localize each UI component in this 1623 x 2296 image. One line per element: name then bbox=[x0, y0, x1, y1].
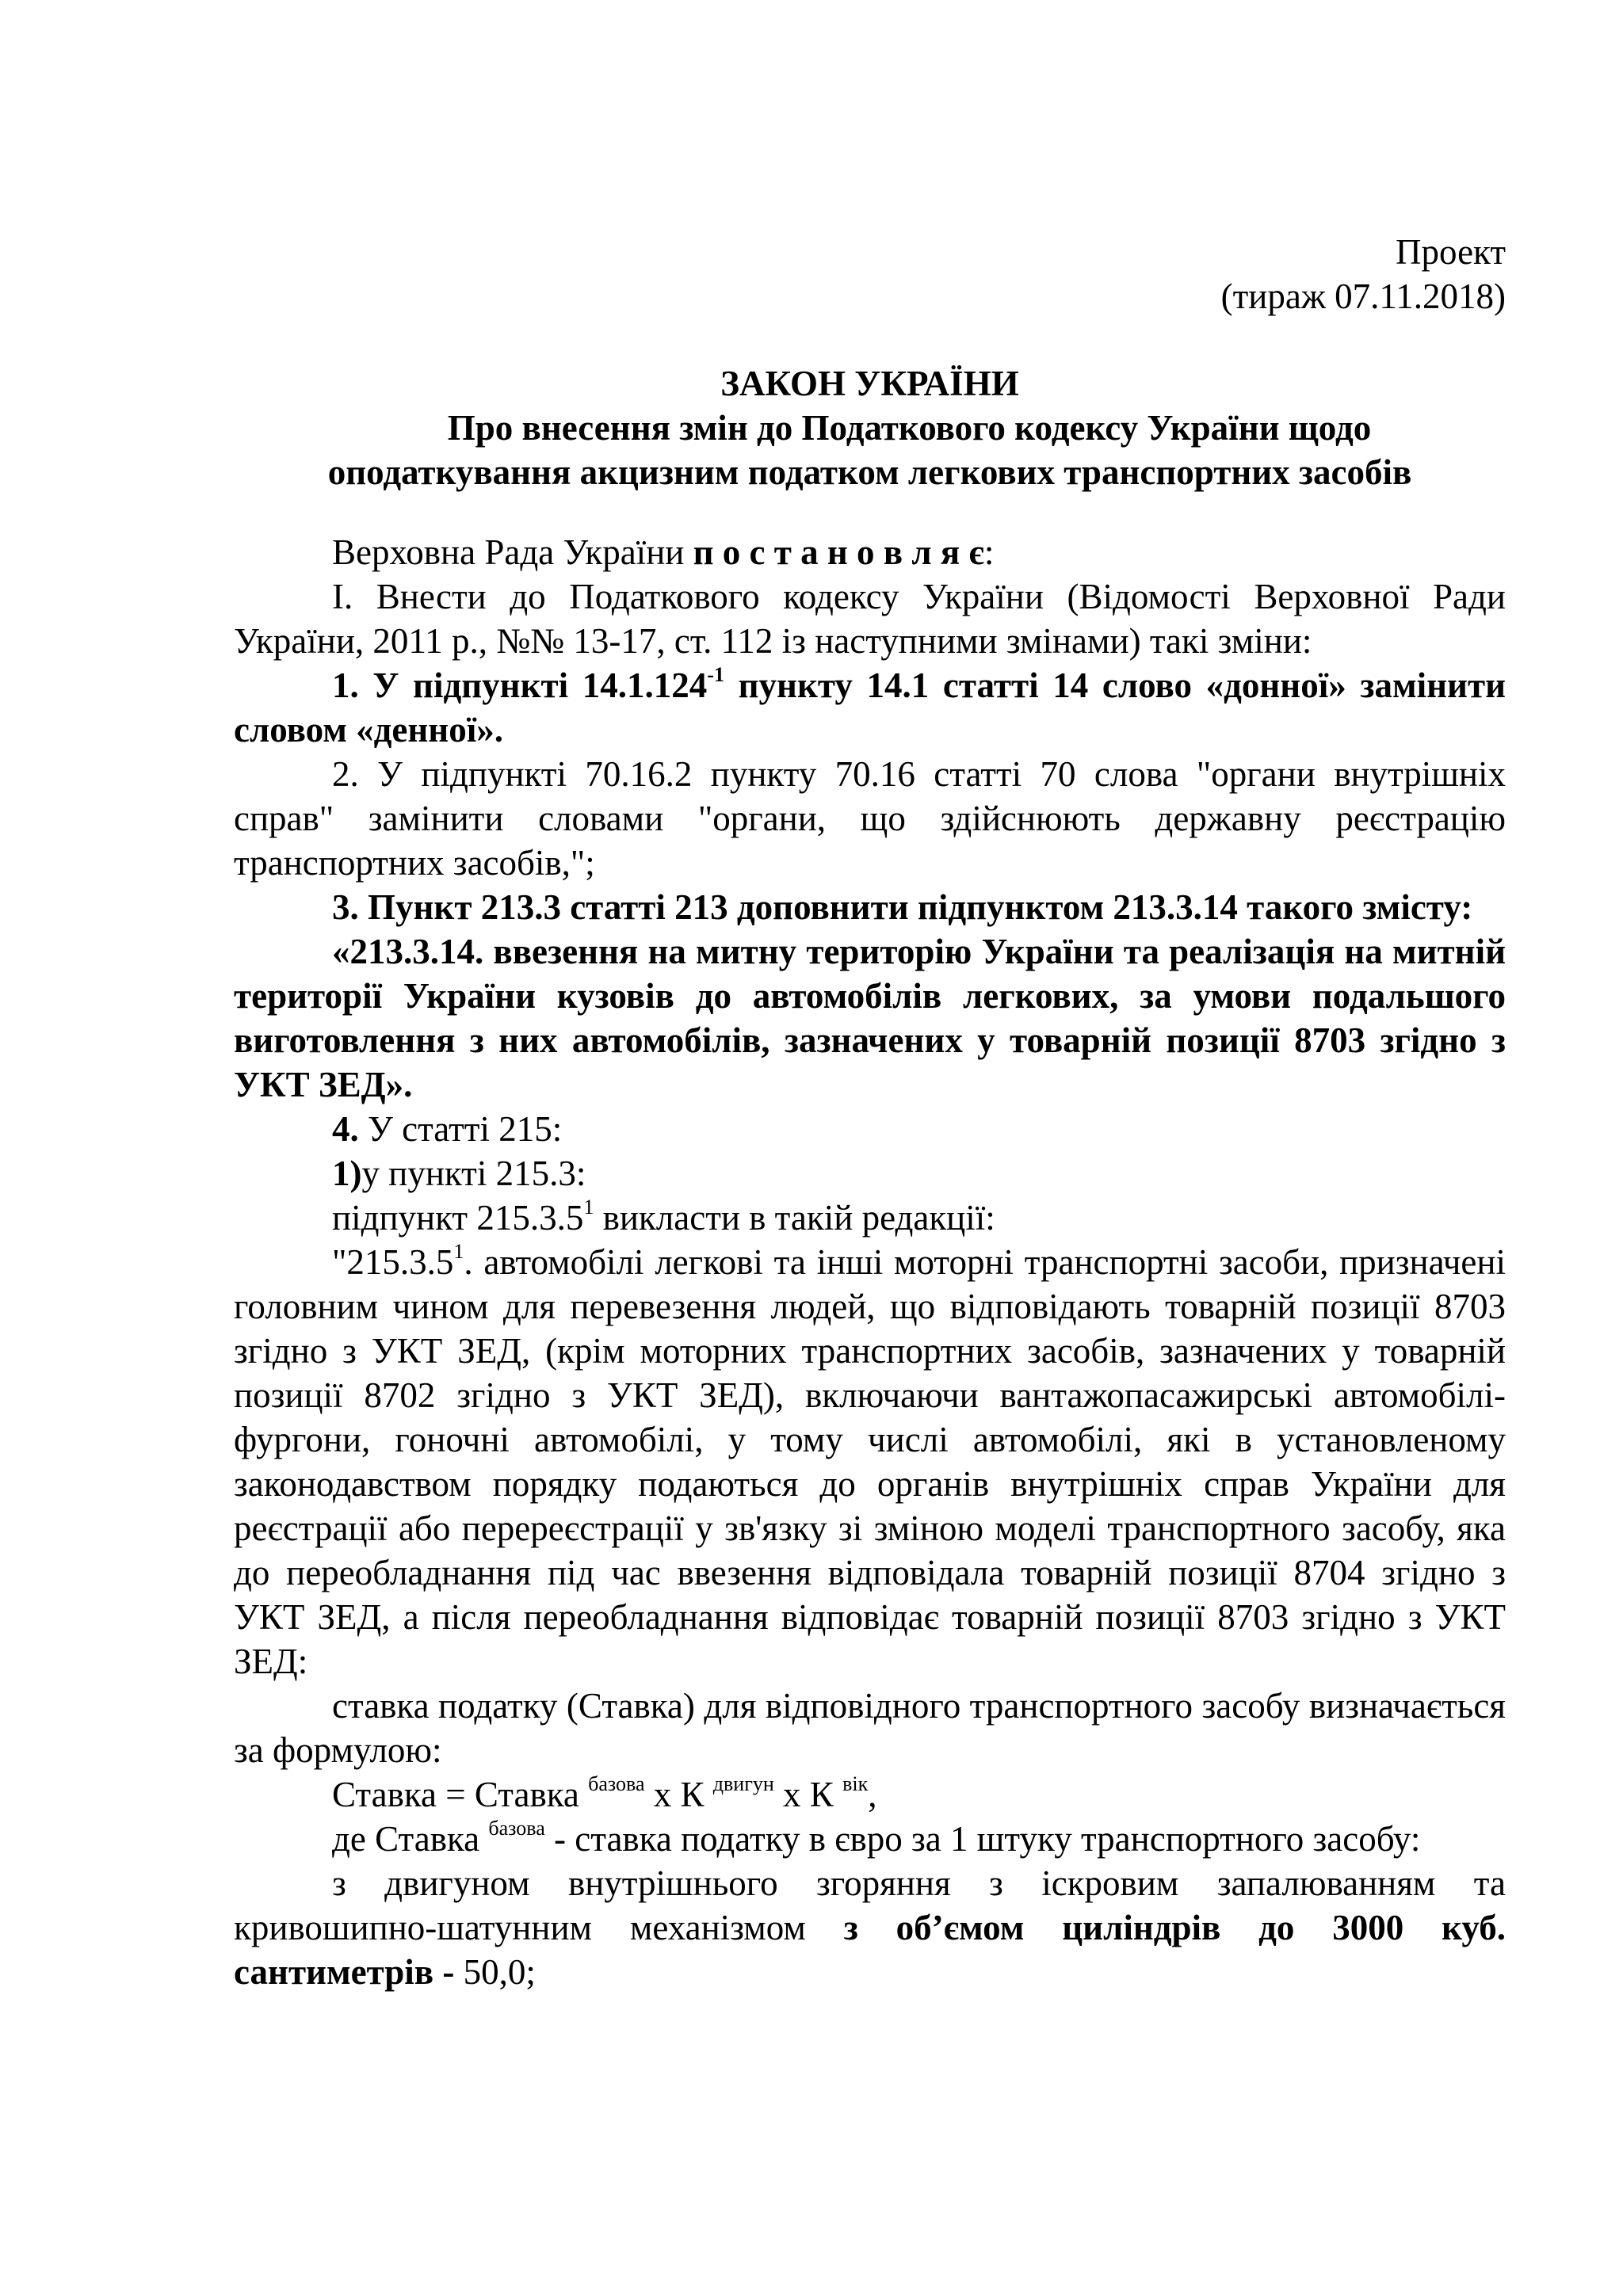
item-2: 2. У підпункті 70.16.2 пункту 70.16 статті 70 слова "органи внутрішніх справ" замінити словами "органи, що здійснюють державну реєстрацію транспортних засобів,"; bbox=[234, 754, 1506, 883]
preamble-text: Верховна Рада України bbox=[332, 532, 693, 572]
formula-part-a: Ставка = Ставка bbox=[332, 1775, 589, 1814]
item-1-sup: -1 bbox=[707, 663, 724, 686]
item-3-content: «213.3.14. ввезення на митну територію України та реалізація на митній території України кузовів до автомобілів легкових, за умови подальшого виготовлення з них автомобілів, зазначених у товарній позиції 8703 згідно з УКТ ЗЕД». bbox=[234, 932, 1506, 1104]
item-3: 3. Пункт 213.3 статті 213 доповнити підпунктом 213.3.14 такого змісту: bbox=[332, 887, 1473, 927]
subparagraph-215-3-5-1 bbox=[234, 1240, 1506, 1684]
engine-rate-value: 50,0; bbox=[454, 1952, 536, 1992]
section-i: І. Внести до Податкового кодексу України (Відомості Верховної Ради України, 2011 р., №№ 13-17, ст. 112 із наступними змінами) такі зміни: bbox=[234, 577, 1506, 661]
subparagraph-part-b: викласти в такій редакції: bbox=[594, 1198, 995, 1238]
item-4-number: 4. bbox=[332, 1109, 359, 1149]
subitem-1-number: 1) bbox=[332, 1154, 362, 1193]
formula-sup-age: вік bbox=[842, 1772, 869, 1795]
item-1 bbox=[234, 663, 1506, 752]
preamble-resolves: п о с т а н о в л я є bbox=[693, 532, 984, 572]
subparagraph-215-sup: 1 bbox=[453, 1240, 464, 1263]
preamble bbox=[234, 530, 1506, 574]
base-rate-part-a: де Ставка bbox=[332, 1819, 489, 1859]
document-page bbox=[234, 230, 1506, 1994]
subparagraph-part-a: підпункт 215.3.5 bbox=[332, 1198, 584, 1238]
formula-sup-engine: двигун bbox=[712, 1772, 774, 1795]
preamble-colon: : bbox=[983, 532, 995, 572]
project-label: Проект bbox=[1396, 232, 1506, 272]
subitem-1 bbox=[234, 1151, 1506, 1196]
law-subtitle-line-1: Про внесення змін до Податкового кодексу України щодо bbox=[447, 408, 1372, 448]
engine-rate-volume: з об’ємом циліндрів до 3000 куб. сантиметрів - bbox=[234, 1908, 1506, 1992]
formula-sup-base: базова bbox=[588, 1772, 645, 1795]
subparagraph-statement bbox=[234, 1196, 1506, 1240]
subparagraph-sup: 1 bbox=[583, 1196, 594, 1219]
item-4-text: У статті 215: bbox=[358, 1109, 563, 1149]
rate-formula bbox=[234, 1772, 1506, 1817]
item-1-part-a: 1. У підпункті 14.1.124 bbox=[332, 666, 708, 705]
item-4 bbox=[234, 1107, 1506, 1151]
base-rate-part-b: - ставка податку в євро за 1 штуку транспортного засобу: bbox=[544, 1819, 1421, 1859]
circulation-date: (тираж 07.11.2018) bbox=[1220, 277, 1506, 316]
base-rate-definition bbox=[234, 1817, 1506, 1861]
engine-rate bbox=[234, 1861, 1506, 1994]
formula-part-b: х К bbox=[644, 1775, 713, 1814]
engine-rate-text: з двигуном внутрішнього згоряння з іскровим запалюванням та кривошипно-шатунним механізмом bbox=[234, 1863, 1506, 1947]
law-subtitle-line-2: оподаткування акцизним податком легкових транспортних засобів bbox=[327, 452, 1412, 492]
base-rate-sup: базова bbox=[488, 1817, 545, 1840]
subparagraph-215-part-a: "215.3.5 bbox=[332, 1242, 454, 1282]
formula-part-c: х К bbox=[773, 1775, 843, 1814]
rate-definition: ставка податку (Ставка) для відповідного транспортного засобу визначається за формулою: bbox=[234, 1686, 1506, 1770]
law-title: ЗАКОН УКРАЇНИ bbox=[720, 364, 1019, 403]
item-1-part-b: пункту 14.1 статті 14 слово «донної» замінити словом «денної». bbox=[234, 666, 1506, 749]
formula-part-d: , bbox=[868, 1775, 877, 1814]
subparagraph-215-part-b: . автомобілі легкові та інші моторні транспортні засоби, призначені головним чином для перевезення людей, що відповідають товарній позиції 8703 згідно з УКТ ЗЕД, (крім моторних транспортних засобів, зазначених у товарній позиції 8702 згідно з УКТ ЗЕД), включаючи вантажопасажирські автомобілі-фургони, гоночні автомобілі, у тому числі автомобілі, які в установленому законодавством порядку подаються до органів внутрішніх справ України для реєстрації або перереєстрації у зв'язку зі зміною моделі транспортного засобу, яка до переобладнання під час ввезення відповідала товарній позиції 8704 згідно з УКТ ЗЕД, а після переобладнання відповідає товарній позиції 8703 згідно з УКТ ЗЕД: bbox=[234, 1242, 1506, 1681]
subitem-1-text: у пункті 215.3: bbox=[361, 1154, 586, 1193]
